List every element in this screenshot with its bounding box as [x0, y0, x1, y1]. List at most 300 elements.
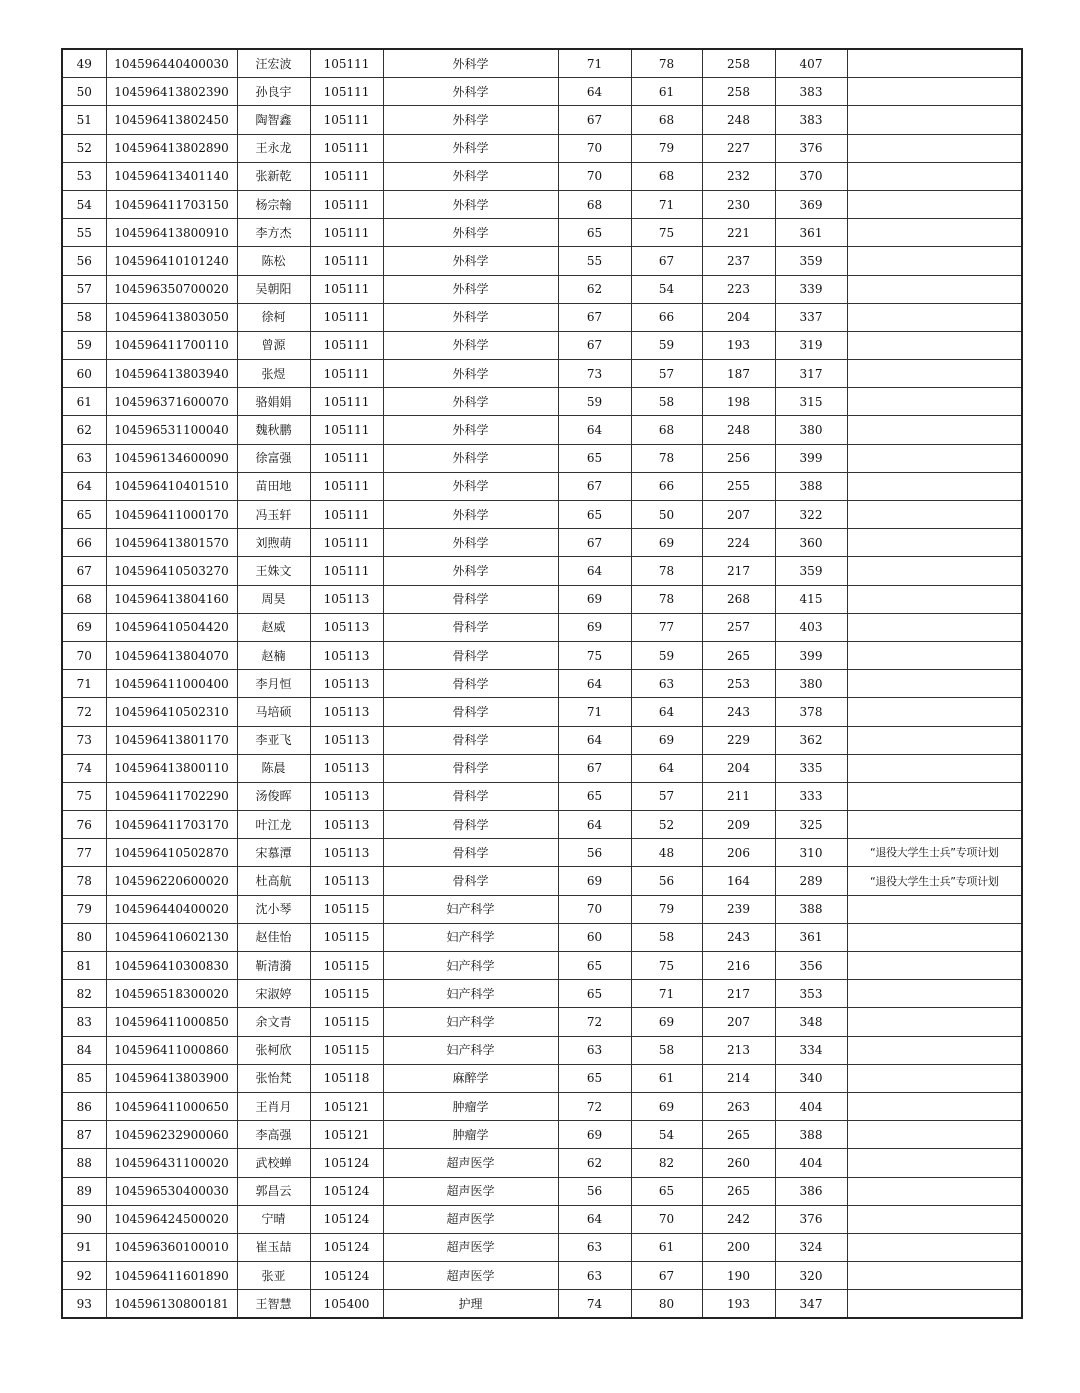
major-score-cell: 204	[702, 754, 775, 782]
politics-score-cell: 69	[558, 867, 631, 895]
student-name-cell: 汤俊晖	[237, 782, 310, 810]
note-cell	[847, 472, 1022, 500]
student-name-cell: 骆娟娟	[237, 388, 310, 416]
exam-id-cell: 104596413800910	[106, 219, 237, 247]
student-name-cell: 赵楠	[237, 641, 310, 669]
major-name-cell: 外科学	[383, 134, 558, 162]
exam-id-cell: 104596410401510	[106, 472, 237, 500]
row-index-cell: 87	[62, 1121, 106, 1149]
exam-id-cell: 104596411000400	[106, 670, 237, 698]
english-score-cell: 78	[631, 585, 702, 613]
note-cell	[847, 106, 1022, 134]
major-name-cell: 妇产科学	[383, 980, 558, 1008]
total-score-cell: 407	[775, 49, 847, 78]
major-code-cell: 105113	[310, 670, 383, 698]
note-cell	[847, 49, 1022, 78]
student-name-cell: 张怡梵	[237, 1064, 310, 1092]
major-code-cell: 105121	[310, 1121, 383, 1149]
table-row	[62, 388, 1022, 416]
english-score-cell: 77	[631, 613, 702, 641]
exam-id-cell: 104596232900060	[106, 1121, 237, 1149]
student-name-cell: 杜高航	[237, 867, 310, 895]
english-score-cell: 71	[631, 190, 702, 218]
note-cell	[847, 1290, 1022, 1319]
major-code-cell: 105124	[310, 1177, 383, 1205]
major-name-cell: 超声医学	[383, 1262, 558, 1290]
major-code-cell: 105111	[310, 78, 383, 106]
major-name-cell: 外科学	[383, 331, 558, 359]
note-cell	[847, 529, 1022, 557]
major-name-cell: 超声医学	[383, 1177, 558, 1205]
row-index-cell: 93	[62, 1290, 106, 1319]
politics-score-cell: 67	[558, 331, 631, 359]
major-score-cell: 206	[702, 839, 775, 867]
exam-id-cell: 104596413804070	[106, 641, 237, 669]
table-row	[62, 472, 1022, 500]
note-cell	[847, 895, 1022, 923]
major-name-cell: 骨科学	[383, 726, 558, 754]
major-score-cell: 263	[702, 1092, 775, 1120]
note-cell	[847, 952, 1022, 980]
major-name-cell: 骨科学	[383, 585, 558, 613]
exam-id-cell: 104596413401140	[106, 162, 237, 190]
student-name-cell: 张煜	[237, 360, 310, 388]
total-score-cell: 383	[775, 106, 847, 134]
total-score-cell: 380	[775, 416, 847, 444]
student-name-cell: 郭昌云	[237, 1177, 310, 1205]
total-score-cell: 340	[775, 1064, 847, 1092]
major-score-cell: 257	[702, 613, 775, 641]
major-code-cell: 105124	[310, 1262, 383, 1290]
exam-id-cell: 104596413803050	[106, 303, 237, 331]
politics-score-cell: 67	[558, 106, 631, 134]
english-score-cell: 67	[631, 1262, 702, 1290]
student-name-cell: 苗田地	[237, 472, 310, 500]
major-score-cell: 229	[702, 726, 775, 754]
total-score-cell: 356	[775, 952, 847, 980]
note-cell	[847, 923, 1022, 951]
exam-id-cell: 104596440400030	[106, 49, 237, 78]
total-score-cell: 353	[775, 980, 847, 1008]
english-score-cell: 69	[631, 1092, 702, 1120]
table-row	[62, 557, 1022, 585]
major-name-cell: 外科学	[383, 444, 558, 472]
row-index-cell: 67	[62, 557, 106, 585]
major-score-cell: 187	[702, 360, 775, 388]
politics-score-cell: 75	[558, 641, 631, 669]
row-index-cell: 81	[62, 952, 106, 980]
politics-score-cell: 56	[558, 839, 631, 867]
major-code-cell: 105111	[310, 416, 383, 444]
major-name-cell: 妇产科学	[383, 1036, 558, 1064]
major-name-cell: 外科学	[383, 162, 558, 190]
major-name-cell: 外科学	[383, 529, 558, 557]
major-score-cell: 224	[702, 529, 775, 557]
exam-id-cell: 104596411700110	[106, 331, 237, 359]
major-code-cell: 105111	[310, 106, 383, 134]
table-row	[62, 1290, 1022, 1319]
major-name-cell: 超声医学	[383, 1233, 558, 1261]
exam-id-cell: 104596411000850	[106, 1008, 237, 1036]
major-name-cell: 护理	[383, 1290, 558, 1319]
row-index-cell: 82	[62, 980, 106, 1008]
student-name-cell: 陈松	[237, 247, 310, 275]
major-code-cell: 105111	[310, 388, 383, 416]
major-score-cell: 258	[702, 78, 775, 106]
major-code-cell: 105111	[310, 472, 383, 500]
major-code-cell: 105113	[310, 782, 383, 810]
note-cell	[847, 670, 1022, 698]
student-name-cell: 冯玉轩	[237, 501, 310, 529]
major-score-cell: 239	[702, 895, 775, 923]
row-index-cell: 73	[62, 726, 106, 754]
total-score-cell: 380	[775, 670, 847, 698]
english-score-cell: 56	[631, 867, 702, 895]
note-cell	[847, 980, 1022, 1008]
politics-score-cell: 73	[558, 360, 631, 388]
politics-score-cell: 65	[558, 952, 631, 980]
table-row	[62, 444, 1022, 472]
english-score-cell: 59	[631, 331, 702, 359]
table-row	[62, 360, 1022, 388]
major-code-cell: 105111	[310, 162, 383, 190]
major-code-cell: 105124	[310, 1205, 383, 1233]
table-row	[62, 331, 1022, 359]
note-cell	[847, 416, 1022, 444]
major-name-cell: 外科学	[383, 275, 558, 303]
student-name-cell: 王智慧	[237, 1290, 310, 1319]
major-score-cell: 217	[702, 557, 775, 585]
student-name-cell: 李高强	[237, 1121, 310, 1149]
table-row	[62, 1008, 1022, 1036]
major-name-cell: 骨科学	[383, 670, 558, 698]
major-code-cell: 105124	[310, 1149, 383, 1177]
total-score-cell: 361	[775, 923, 847, 951]
politics-score-cell: 74	[558, 1290, 631, 1319]
note-cell	[847, 360, 1022, 388]
exam-id-cell: 104596411703170	[106, 811, 237, 839]
table-row	[62, 1177, 1022, 1205]
row-index-cell: 85	[62, 1064, 106, 1092]
table-row	[62, 980, 1022, 1008]
row-index-cell: 52	[62, 134, 106, 162]
row-index-cell: 80	[62, 923, 106, 951]
english-score-cell: 48	[631, 839, 702, 867]
total-score-cell: 317	[775, 360, 847, 388]
exam-id-cell: 104596518300020	[106, 980, 237, 1008]
politics-score-cell: 55	[558, 247, 631, 275]
english-score-cell: 61	[631, 78, 702, 106]
english-score-cell: 69	[631, 529, 702, 557]
english-score-cell: 75	[631, 952, 702, 980]
total-score-cell: 399	[775, 444, 847, 472]
exam-id-cell: 104596410504420	[106, 613, 237, 641]
table-row	[62, 641, 1022, 669]
exam-id-cell: 104596130800181	[106, 1290, 237, 1319]
politics-score-cell: 60	[558, 923, 631, 951]
major-score-cell: 255	[702, 472, 775, 500]
total-score-cell: 359	[775, 247, 847, 275]
major-score-cell: 200	[702, 1233, 775, 1261]
exam-id-cell: 104596134600090	[106, 444, 237, 472]
table-row	[62, 1064, 1022, 1092]
politics-score-cell: 59	[558, 388, 631, 416]
major-name-cell: 妇产科学	[383, 923, 558, 951]
note-cell	[847, 1205, 1022, 1233]
student-name-cell: 曾源	[237, 331, 310, 359]
major-score-cell: 223	[702, 275, 775, 303]
student-name-cell: 李月恒	[237, 670, 310, 698]
major-code-cell: 105113	[310, 585, 383, 613]
english-score-cell: 50	[631, 501, 702, 529]
major-name-cell: 肿瘤学	[383, 1092, 558, 1120]
english-score-cell: 64	[631, 698, 702, 726]
exam-id-cell: 104596431100020	[106, 1149, 237, 1177]
student-name-cell: 张新乾	[237, 162, 310, 190]
note-cell: “退役大学生士兵”专项计划	[847, 867, 1022, 895]
major-score-cell: 265	[702, 1121, 775, 1149]
major-code-cell: 105111	[310, 529, 383, 557]
english-score-cell: 79	[631, 134, 702, 162]
politics-score-cell: 64	[558, 557, 631, 585]
table-row	[62, 219, 1022, 247]
note-cell	[847, 1064, 1022, 1092]
politics-score-cell: 70	[558, 895, 631, 923]
student-name-cell: 魏秋鹏	[237, 416, 310, 444]
major-name-cell: 骨科学	[383, 811, 558, 839]
major-code-cell: 105113	[310, 867, 383, 895]
major-score-cell: 217	[702, 980, 775, 1008]
table-row	[62, 416, 1022, 444]
note-cell	[847, 247, 1022, 275]
row-index-cell: 68	[62, 585, 106, 613]
major-score-cell: 211	[702, 782, 775, 810]
major-name-cell: 肿瘤学	[383, 1121, 558, 1149]
major-score-cell: 230	[702, 190, 775, 218]
major-score-cell: 265	[702, 641, 775, 669]
row-index-cell: 49	[62, 49, 106, 78]
english-score-cell: 52	[631, 811, 702, 839]
politics-score-cell: 65	[558, 501, 631, 529]
table-row	[62, 529, 1022, 557]
row-index-cell: 66	[62, 529, 106, 557]
student-name-cell: 武校蝉	[237, 1149, 310, 1177]
table-body	[62, 49, 1022, 1318]
politics-score-cell: 64	[558, 1205, 631, 1233]
major-score-cell: 256	[702, 444, 775, 472]
major-code-cell: 105115	[310, 1036, 383, 1064]
major-score-cell: 213	[702, 1036, 775, 1064]
total-score-cell: 320	[775, 1262, 847, 1290]
major-score-cell: 216	[702, 952, 775, 980]
politics-score-cell: 69	[558, 613, 631, 641]
table-row	[62, 1121, 1022, 1149]
major-code-cell: 105111	[310, 331, 383, 359]
total-score-cell: 319	[775, 331, 847, 359]
english-score-cell: 64	[631, 754, 702, 782]
politics-score-cell: 64	[558, 670, 631, 698]
major-score-cell: 190	[702, 1262, 775, 1290]
table-row	[62, 190, 1022, 218]
politics-score-cell: 72	[558, 1092, 631, 1120]
row-index-cell: 74	[62, 754, 106, 782]
row-index-cell: 72	[62, 698, 106, 726]
major-code-cell: 105124	[310, 1233, 383, 1261]
student-name-cell: 宋淑婷	[237, 980, 310, 1008]
table-row	[62, 1233, 1022, 1261]
english-score-cell: 66	[631, 472, 702, 500]
student-name-cell: 陈晨	[237, 754, 310, 782]
exam-id-cell: 104596410300830	[106, 952, 237, 980]
note-cell	[847, 190, 1022, 218]
total-score-cell: 388	[775, 1121, 847, 1149]
total-score-cell: 347	[775, 1290, 847, 1319]
student-name-cell: 杨宗翰	[237, 190, 310, 218]
total-score-cell: 334	[775, 1036, 847, 1064]
major-code-cell: 105111	[310, 219, 383, 247]
row-index-cell: 69	[62, 613, 106, 641]
student-name-cell: 靳清漪	[237, 952, 310, 980]
politics-score-cell: 69	[558, 1121, 631, 1149]
major-name-cell: 骨科学	[383, 839, 558, 867]
major-name-cell: 超声医学	[383, 1149, 558, 1177]
english-score-cell: 68	[631, 106, 702, 134]
student-name-cell: 徐富强	[237, 444, 310, 472]
major-code-cell: 105111	[310, 501, 383, 529]
student-name-cell: 张亚	[237, 1262, 310, 1290]
english-score-cell: 63	[631, 670, 702, 698]
major-score-cell: 198	[702, 388, 775, 416]
major-name-cell: 骨科学	[383, 782, 558, 810]
english-score-cell: 58	[631, 388, 702, 416]
table-row	[62, 867, 1022, 895]
student-name-cell: 徐柯	[237, 303, 310, 331]
student-name-cell: 李方杰	[237, 219, 310, 247]
total-score-cell: 362	[775, 726, 847, 754]
table-row	[62, 134, 1022, 162]
major-code-cell: 105113	[310, 811, 383, 839]
english-score-cell: 68	[631, 416, 702, 444]
exam-id-cell: 104596411000650	[106, 1092, 237, 1120]
english-score-cell: 78	[631, 557, 702, 585]
table-row	[62, 726, 1022, 754]
total-score-cell: 404	[775, 1092, 847, 1120]
row-index-cell: 92	[62, 1262, 106, 1290]
note-cell	[847, 641, 1022, 669]
exam-id-cell: 104596424500020	[106, 1205, 237, 1233]
politics-score-cell: 67	[558, 529, 631, 557]
exam-id-cell: 104596410502870	[106, 839, 237, 867]
major-name-cell: 外科学	[383, 557, 558, 585]
exam-id-cell: 104596411000860	[106, 1036, 237, 1064]
major-name-cell: 外科学	[383, 49, 558, 78]
total-score-cell: 315	[775, 388, 847, 416]
major-code-cell: 105113	[310, 641, 383, 669]
note-cell	[847, 388, 1022, 416]
total-score-cell: 324	[775, 1233, 847, 1261]
major-code-cell: 105113	[310, 754, 383, 782]
major-score-cell: 260	[702, 1149, 775, 1177]
table-row	[62, 106, 1022, 134]
politics-score-cell: 71	[558, 49, 631, 78]
major-score-cell: 227	[702, 134, 775, 162]
table-row	[62, 247, 1022, 275]
total-score-cell: 325	[775, 811, 847, 839]
exam-id-cell: 104596411702290	[106, 782, 237, 810]
row-index-cell: 63	[62, 444, 106, 472]
student-name-cell: 沈小琴	[237, 895, 310, 923]
major-name-cell: 外科学	[383, 416, 558, 444]
total-score-cell: 386	[775, 1177, 847, 1205]
table-row	[62, 839, 1022, 867]
total-score-cell: 399	[775, 641, 847, 669]
student-name-cell: 李亚飞	[237, 726, 310, 754]
exam-id-cell: 104596410101240	[106, 247, 237, 275]
row-index-cell: 61	[62, 388, 106, 416]
exam-id-cell: 104596413803940	[106, 360, 237, 388]
table-row	[62, 49, 1022, 78]
major-name-cell: 外科学	[383, 106, 558, 134]
major-code-cell: 105115	[310, 923, 383, 951]
row-index-cell: 60	[62, 360, 106, 388]
table-row	[62, 585, 1022, 613]
major-code-cell: 105113	[310, 839, 383, 867]
major-name-cell: 骨科学	[383, 641, 558, 669]
major-name-cell: 妇产科学	[383, 1008, 558, 1036]
english-score-cell: 54	[631, 275, 702, 303]
table-row	[62, 78, 1022, 106]
row-index-cell: 53	[62, 162, 106, 190]
note-cell	[847, 219, 1022, 247]
major-name-cell: 外科学	[383, 388, 558, 416]
exam-id-cell: 104596413801570	[106, 529, 237, 557]
major-code-cell: 105115	[310, 895, 383, 923]
row-index-cell: 90	[62, 1205, 106, 1233]
note-cell	[847, 501, 1022, 529]
english-score-cell: 65	[631, 1177, 702, 1205]
row-index-cell: 89	[62, 1177, 106, 1205]
note-cell	[847, 1177, 1022, 1205]
english-score-cell: 75	[631, 219, 702, 247]
major-code-cell: 105111	[310, 360, 383, 388]
politics-score-cell: 67	[558, 754, 631, 782]
exam-id-cell: 104596410503270	[106, 557, 237, 585]
exam-id-cell: 104596440400020	[106, 895, 237, 923]
total-score-cell: 339	[775, 275, 847, 303]
major-name-cell: 骨科学	[383, 754, 558, 782]
student-name-cell: 宋慕潭	[237, 839, 310, 867]
major-score-cell: 232	[702, 162, 775, 190]
english-score-cell: 58	[631, 1036, 702, 1064]
note-cell	[847, 303, 1022, 331]
total-score-cell: 359	[775, 557, 847, 585]
note-cell	[847, 1262, 1022, 1290]
major-score-cell: 193	[702, 1290, 775, 1319]
total-score-cell: 383	[775, 78, 847, 106]
politics-score-cell: 70	[558, 134, 631, 162]
note-cell	[847, 1233, 1022, 1261]
major-name-cell: 外科学	[383, 78, 558, 106]
total-score-cell: 388	[775, 895, 847, 923]
politics-score-cell: 65	[558, 1064, 631, 1092]
major-name-cell: 外科学	[383, 360, 558, 388]
note-cell	[847, 1036, 1022, 1064]
major-score-cell: 214	[702, 1064, 775, 1092]
note-cell	[847, 613, 1022, 641]
major-code-cell: 105111	[310, 444, 383, 472]
major-score-cell: 258	[702, 49, 775, 78]
row-index-cell: 88	[62, 1149, 106, 1177]
